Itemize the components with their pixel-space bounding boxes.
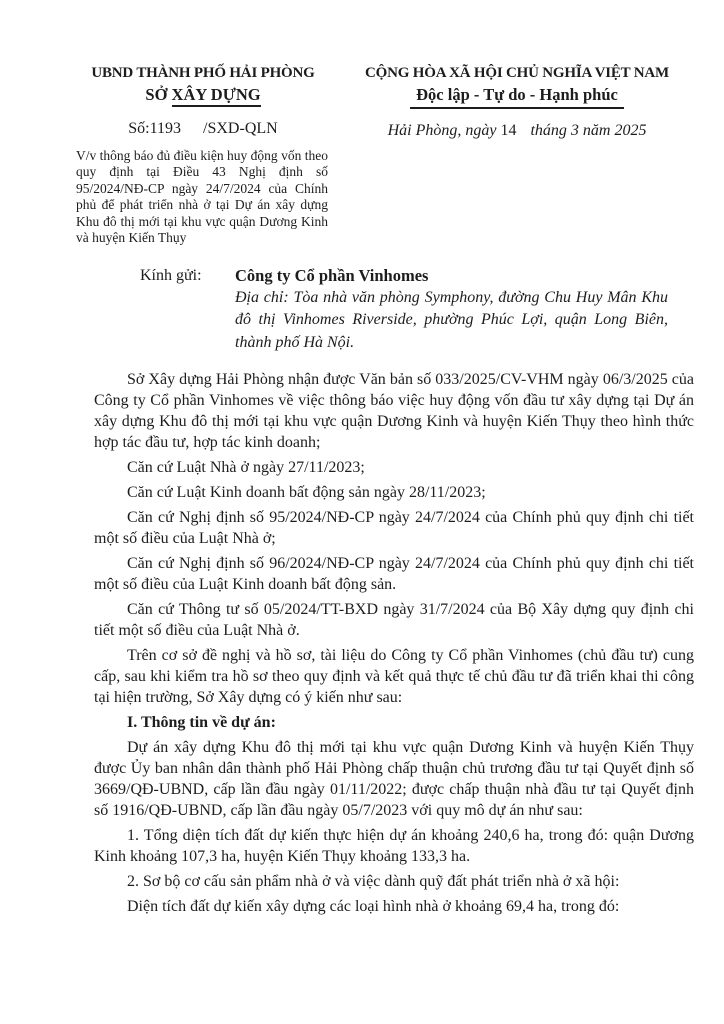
document-number xyxy=(80,120,326,138)
document-body xyxy=(94,369,694,921)
doc-number-suffix: /SXD-QLN xyxy=(203,120,278,137)
document-subject: V/v thông báo đủ điều kiện huy động vốn theo quy định tại Điều 43 Nghị định số 95/2024/NĐ-CP ngày 24/7/2024 của Chính phủ để phát triển nhà ở tại Dự án xây dựng Khu đô thị mới tại khu vực quận Dương Kinh và huyện Kiến Thụy xyxy=(76,148,328,246)
date-day: 14 xyxy=(500,122,517,139)
body-paragraph: 1. Tổng diện tích đất dự kiến thực hiện dự án khoảng 240,6 ha, trong đó: quận Dương Kinh khoảng 107,3 ha, huyện Kiến Thụy khoảng 133,3 ha. xyxy=(94,827,694,865)
recipient-company-name: Công ty Cổ phần Vinhomes xyxy=(235,266,429,285)
body-paragraph: Căn cứ Nghị định số 95/2024/NĐ-CP ngày 24/7/2024 của Chính phủ quy định chi tiết một số điều của Luật Nhà ở; xyxy=(94,509,694,547)
national-header-block xyxy=(342,64,692,140)
issuing-org-block xyxy=(80,64,326,105)
place-and-date xyxy=(342,122,692,140)
body-paragraph: Trên cơ sở đề nghị và hồ sơ, tài liệu do Công ty Cổ phần Vinhomes (chủ đầu tư) cung cấp, sau khi kiểm tra hồ sơ theo quy định và kết quả thực tế chủ đầu tư đã triển khai thi công tại hiện trường, Sở Xây dựng có ý kiến như sau: xyxy=(94,647,694,706)
national-title: CỘNG HÒA XÃ HỘI CHỦ NGHĨA VIỆT NAM xyxy=(365,65,669,81)
parent-org-name: UBND THÀNH PHỐ HẢI PHÒNG xyxy=(91,65,315,81)
recipient-address: Địa chỉ: Tòa nhà văn phòng Symphony, đường Chu Huy Mân Khu đô thị Vinhomes Riverside, phường Phúc Lợi, quận Long Biên, thành phố Hà Nội. xyxy=(235,289,668,351)
org-name-prefix: SỞ xyxy=(145,85,168,104)
date-suffix: tháng 3 năm 2025 xyxy=(530,122,647,139)
body-paragraph: Dự án xây dựng Khu đô thị mới tại khu vực quận Dương Kinh và huyện Kiến Thụy được Ủy ban nhân dân thành phố Hải Phòng chấp thuận chủ trương đầu tư tại Quyết định số 3669/QĐ-UBND, cấp lần đầu ngày 01/11/2022; được chấp thuận nhà đầu tư tại Quyết định số 1916/QĐ-UBND, cấp lần đầu ngày 05/7/2023 với quy mô dự án như sau: xyxy=(94,739,694,819)
doc-number-label: Số: xyxy=(128,120,150,137)
org-name-main: XÂY DỰNG xyxy=(172,85,261,107)
doc-number-value: 1193 xyxy=(149,120,182,137)
body-paragraph: Căn cứ Luật Nhà ở ngày 27/11/2023; xyxy=(127,459,365,476)
body-paragraph: Sở Xây dựng Hải Phòng nhận được Văn bản số 033/2025/CV-VHM ngày 06/3/2025 của Công ty Cổ phần Vinhomes về việc thông báo việc huy động vốn đầu tư xây dựng tại Dự án xây dựng Khu đô thị mới tại khu vực quận Dương Kinh và huyện Kiến Thụy theo hình thức hợp tác đầu tư, hợp tác kinh doanh; xyxy=(94,371,694,451)
body-paragraph: Diện tích đất dự kiến xây dựng các loại hình nhà ở khoảng 69,4 ha, trong đó: xyxy=(127,898,620,915)
national-motto: Độc lập - Tự do - Hạnh phúc xyxy=(342,84,692,109)
recipient-block xyxy=(140,265,670,354)
recipient-details xyxy=(235,265,670,354)
recipient-salutation: Kính gửi: xyxy=(140,267,202,284)
issuing-org-name xyxy=(80,84,326,105)
body-paragraph: 2. Sơ bộ cơ cấu sản phẩm nhà ở và việc dành quỹ đất phát triển nhà ở xã hội: xyxy=(127,873,620,890)
body-paragraph: Căn cứ Thông tư số 05/2024/TT-BXD ngày 31/7/2024 của Bộ Xây dựng quy định chi tiết một số điều của Luật Nhà ở. xyxy=(94,601,694,639)
section-heading: I. Thông tin về dự án: xyxy=(127,714,276,731)
date-prefix: Hải Phòng, ngày xyxy=(387,122,497,139)
body-paragraph: Căn cứ Nghị định số 96/2024/NĐ-CP ngày 24/7/2024 của Chính phủ quy định chi tiết một số điều của Luật Kinh doanh bất động sản. xyxy=(94,555,694,593)
body-paragraph: Căn cứ Luật Kinh doanh bất động sản ngày 28/11/2023; xyxy=(127,484,486,501)
